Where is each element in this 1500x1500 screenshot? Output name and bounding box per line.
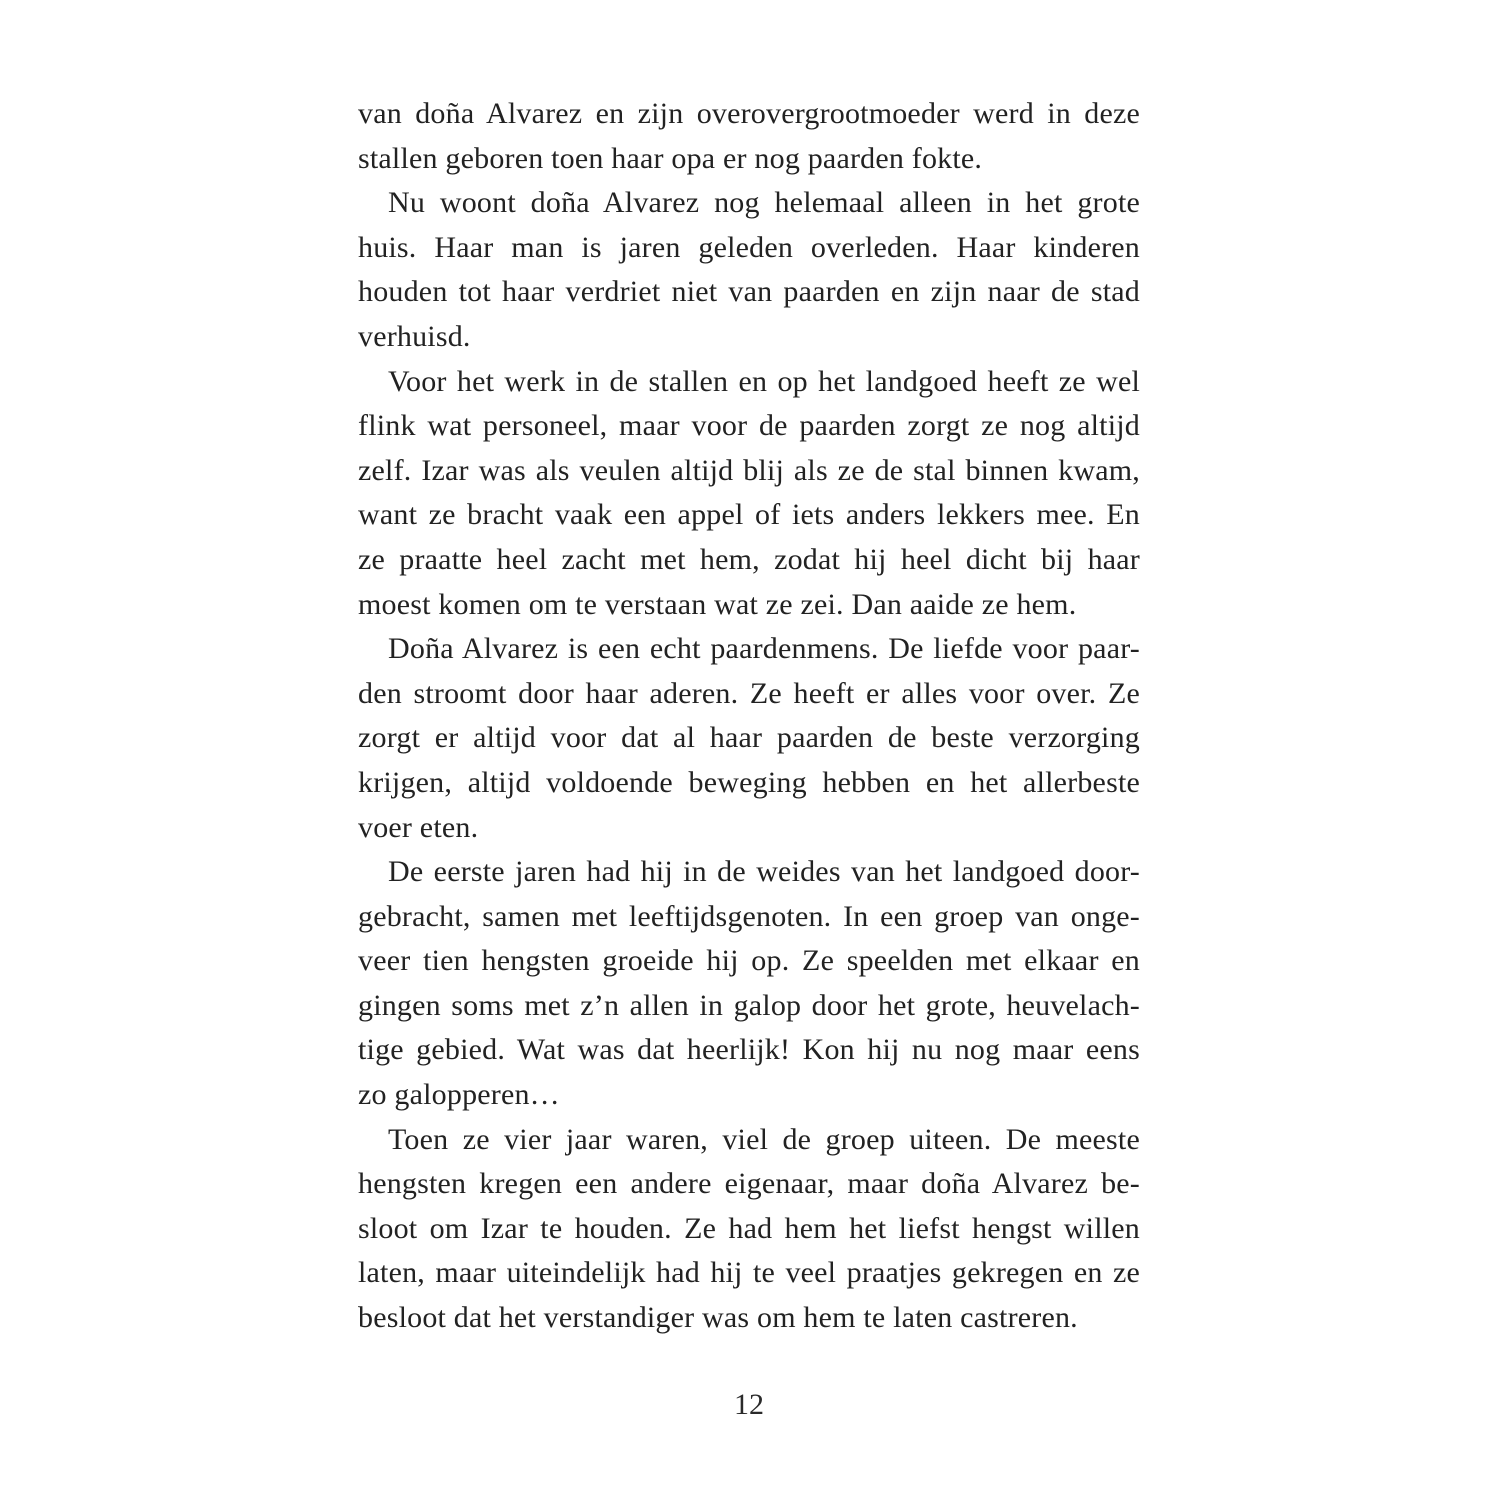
text-line: gingen soms met z’n allen in galop door het grote, heuvelach- — [358, 988, 1140, 1022]
text-line: voer eten. — [358, 810, 479, 844]
text-line: hengsten kregen een andere eigenaar, maar doña Alvarez be- — [358, 1167, 1140, 1201]
text-line: zelf. Izar was als veulen altijd blij als ze de stal binnen kwam, — [358, 453, 1140, 487]
paragraph — [358, 360, 1140, 628]
paragraph — [358, 850, 1140, 1118]
text-line: krijgen, altijd voldoende beweging hebben en het allerbeste — [358, 765, 1140, 799]
text-line: Voor het werk in de stallen en op het landgoed heeft ze wel — [388, 364, 1140, 398]
text-line: Toen ze vier jaar waren, viel de groep uiteen. De meeste — [388, 1122, 1140, 1156]
text-line: tige gebied. Wat was dat heerlijk! Kon hij nu nog maar eens — [358, 1033, 1140, 1067]
text-line: besloot dat het verstandiger was om hem te laten castreren. — [358, 1301, 1078, 1335]
text-line: flink wat personeel, maar voor de paarden zorgt ze nog altijd — [358, 409, 1140, 443]
text-line: want ze bracht vaak een appel of iets anders lekkers mee. En — [358, 498, 1140, 532]
text-line: zorgt er altijd voor dat al haar paarden de beste verzorging — [358, 721, 1140, 755]
text-line: huis. Haar man is jaren geleden overleden. Haar kinderen — [358, 230, 1140, 264]
text-line: Doña Alvarez is een echt paardenmens. De liefde voor paar- — [388, 632, 1140, 666]
text-line: stallen geboren toen haar opa er nog paarden fokte. — [358, 141, 983, 175]
text-line: verhuisd. — [358, 319, 471, 353]
paragraph — [358, 92, 1140, 181]
text-line: laten, maar uiteindelijk had hij te veel praatjes gekregen en ze — [358, 1256, 1140, 1290]
text-line: den stroomt door haar aderen. Ze heeft er alles voor over. Ze — [358, 676, 1140, 710]
text-line: De eerste jaren had hij in de weides van het landgoed door- — [388, 855, 1140, 889]
paragraph — [358, 627, 1140, 850]
text-line: gebracht, samen met leeftijdsgenoten. In een groep van onge- — [358, 899, 1140, 933]
paragraph — [358, 1118, 1140, 1341]
paragraph — [358, 181, 1140, 359]
page-number: 12 — [734, 1388, 764, 1421]
text-line: houden tot haar verdriet niet van paarden en zijn naar de stad — [358, 275, 1140, 309]
text-line: van doña Alvarez en zijn overovergrootmoeder werd in deze — [358, 97, 1140, 130]
text-line: veer tien hengsten groeide hij op. Ze speelden met elkaar en — [358, 944, 1140, 978]
text-line: sloot om Izar te houden. Ze had hem het liefst hengst willen — [358, 1211, 1140, 1245]
text-block — [358, 92, 1140, 1341]
text-line: Nu woont doña Alvarez nog helemaal alleen in het grote — [388, 186, 1140, 220]
text-line: moest komen om te verstaan wat ze zei. Dan aaide ze hem. — [358, 587, 1077, 621]
text-line: ze praatte heel zacht met hem, zodat hij heel dicht bij haar — [358, 542, 1140, 576]
text-line: zo galopperen… — [358, 1078, 560, 1112]
